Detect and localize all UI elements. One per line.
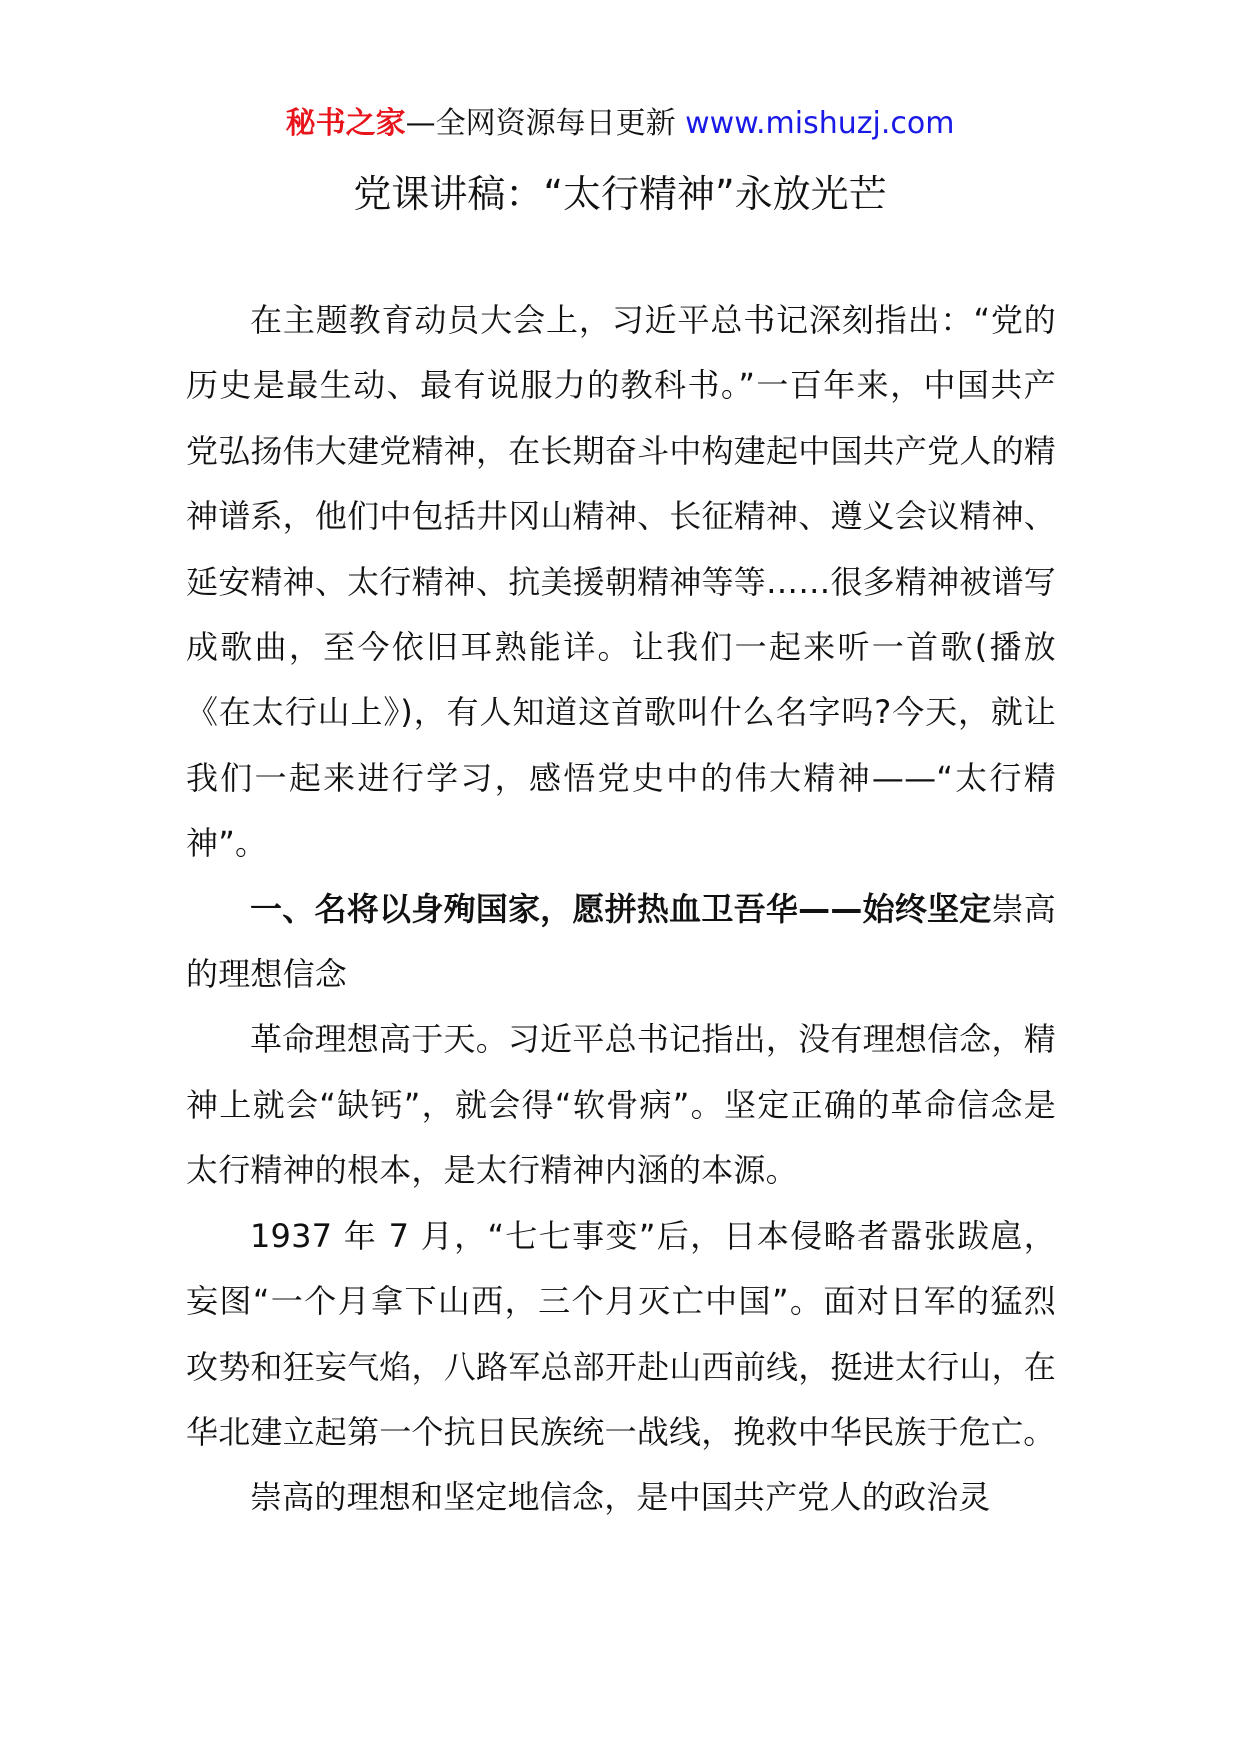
paragraph-ideals: 革命理想高于天。习近平总书记指出，没有理想信念，精神上就会“缺钙”，就会得“软骨病”。坚定正确的革命信念是太行精神的根本，是太行精神内涵的本源。 (186, 1020, 1056, 1190)
site-url-link[interactable]: www.mishuzj.com (685, 106, 955, 141)
site-header (0, 104, 1240, 144)
site-tagline: —全网资源每日更新 (405, 106, 686, 141)
document-title: 党课讲稿：“太行精神”永放光芒 (353, 172, 887, 216)
paragraph-continued: 崇高的理想和坚定地信念，是中国共产党人的政治灵 (250, 1478, 991, 1517)
paragraph-intro: 在主题教育动员大会上，习近平总书记深刻指出：“党的历史是最生动、最有说服力的教科书。”一百年来，中国共产党弘扬伟大建党精神，在长期奋斗中构建起中国共产党人的精神谱系，他们中包括井冈山精神、长征精神、遵义会议精神、延安精神、太行精神、抗美援朝精神等等……很多精神被谱写成歌曲，至今依旧耳熟能详。让我们一起来听一首歌(播放《在太行山上》)，有人知道这首歌叫什么名字吗?今天，就让我们一起来进行学习，感悟党史中的伟大精神——“太行精神”。 (186, 301, 1056, 863)
document-body (186, 288, 1056, 1531)
section-heading-1 (186, 877, 1056, 1008)
section-heading-bold: 一、名将以身殉国家，愿拼热血卫吾华——始终坚定 (250, 889, 992, 928)
section-heading-rest: 崇高的理想信念 (186, 889, 1056, 994)
paragraph-1937: 1937 年 7 月，“七七事变”后，日本侵略者嚣张跋扈，妄图“一个月拿下山西，三个月灭亡中国”。面对日军的猛烈攻势和狂妄气焰，八路军总部开赴山西前线，挺进太行山，在华北建立起第一个抗日民族统一战线，挽救中华民族于危亡。 (186, 1216, 1056, 1451)
site-brand: 秘书之家 (285, 106, 406, 141)
